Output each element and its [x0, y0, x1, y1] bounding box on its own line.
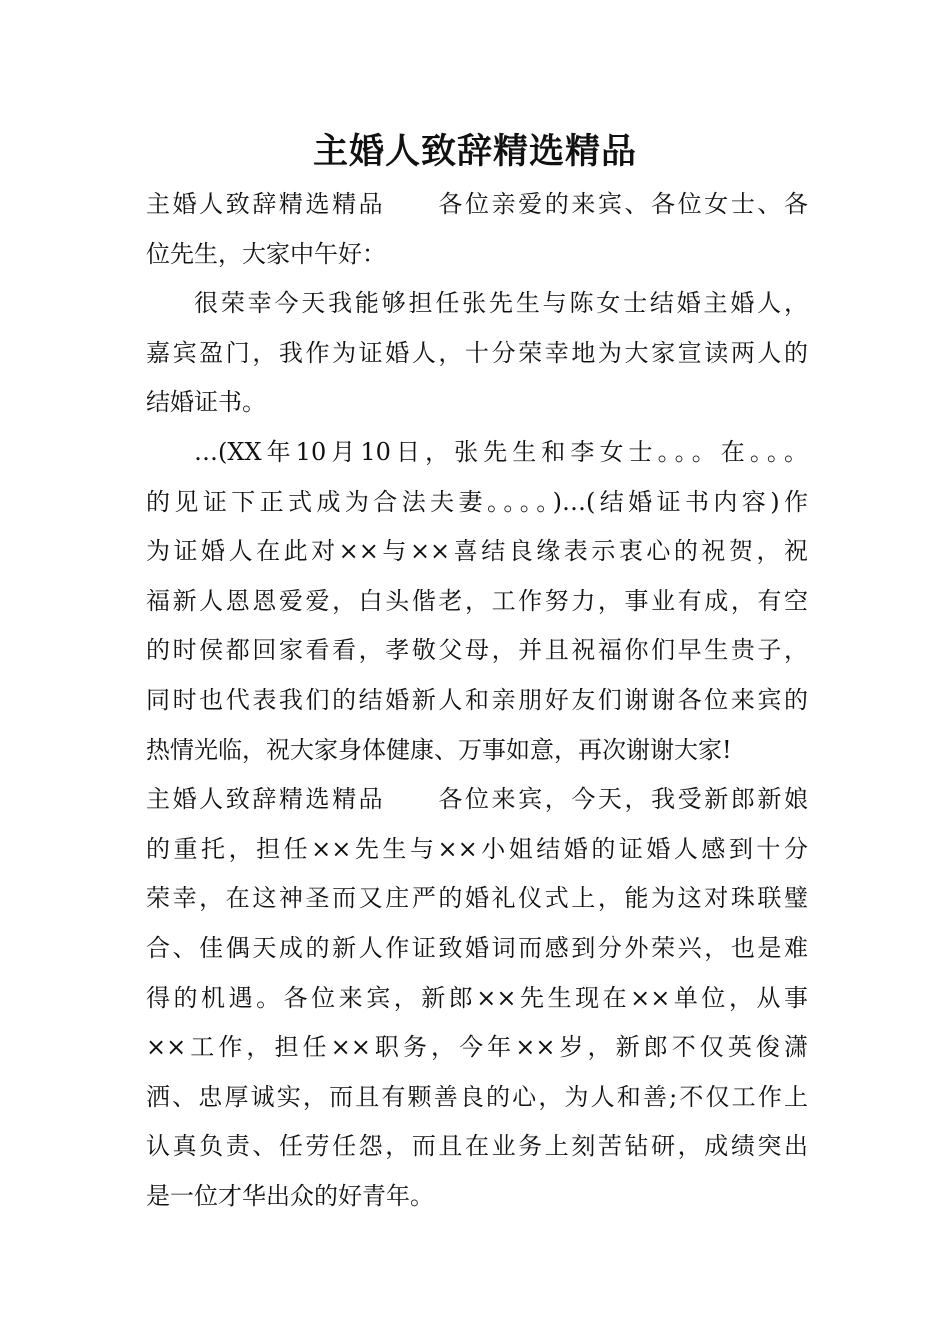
text-line: 的重托，担任××先生与××小姐结婚的证婚人感到十分: [146, 834, 808, 863]
text-line: 嘉宾盈门，我作为证婚人，十分荣幸地为大家宣读两人的: [146, 338, 808, 367]
document-title: 主婚人致辞精选精品: [312, 131, 637, 172]
text-line: 的见证下正式成为合法夫妻。。。。)…(结婚证书内容)作: [146, 487, 808, 516]
text-line: 得的机遇。各位来宾，新郎××先生现在××单位，从事: [146, 983, 808, 1012]
text-line: 主婚人致辞精选精品 各位来宾，今天，我受新郎新娘: [146, 785, 808, 814]
text-line: 是一位才华出众的好青年。: [146, 1181, 434, 1210]
text-line: 认真负责、任劳任怨，而且在业务上刻苦钻研，成绩突出: [146, 1132, 808, 1161]
text-line: 很荣幸今天我能够担任张先生与陈女士结婚主婚人，: [194, 289, 808, 318]
document-body: [146, 180, 808, 1221]
text-line: …(XX年10月10日，张先生和李女士。。。在。。。: [194, 437, 808, 466]
text-line: 为证婚人在此对××与××喜结良缘表示衷心的祝贺，祝: [146, 537, 808, 566]
text-line: 位先生，大家中午好：: [146, 239, 386, 268]
text-line: 合、佳偶天成的新人作证致婚词而感到分外荣兴，也是难: [146, 933, 808, 962]
text-line: 的时侯都回家看看，孝敬父母，并且祝福你们早生贵子，: [146, 636, 808, 665]
text-line: 热情光临，祝大家身体健康、万事如意，再次谢谢大家!: [146, 735, 732, 764]
text-line: 同时也代表我们的结婚新人和亲朋好友们谢谢各位来宾的: [146, 685, 808, 714]
text-line: 主婚人致辞精选精品 各位亲爱的来宾、各位女士、各: [146, 190, 808, 218]
text-line: 荣幸，在这神圣而又庄严的婚礼仪式上，能为这对珠联璧: [146, 884, 808, 913]
text-line: ××工作，担任××职务，今年××岁，新郎不仅英俊潇: [146, 1033, 808, 1062]
text-line: 福新人恩恩爱爱，白头偕老，工作努力，事业有成，有空: [146, 586, 808, 615]
text-line: 结婚证书。: [146, 388, 266, 417]
text-line: 洒、忠厚诚实，而且有颗善良的心，为人和善;不仅工作上: [146, 1082, 808, 1111]
